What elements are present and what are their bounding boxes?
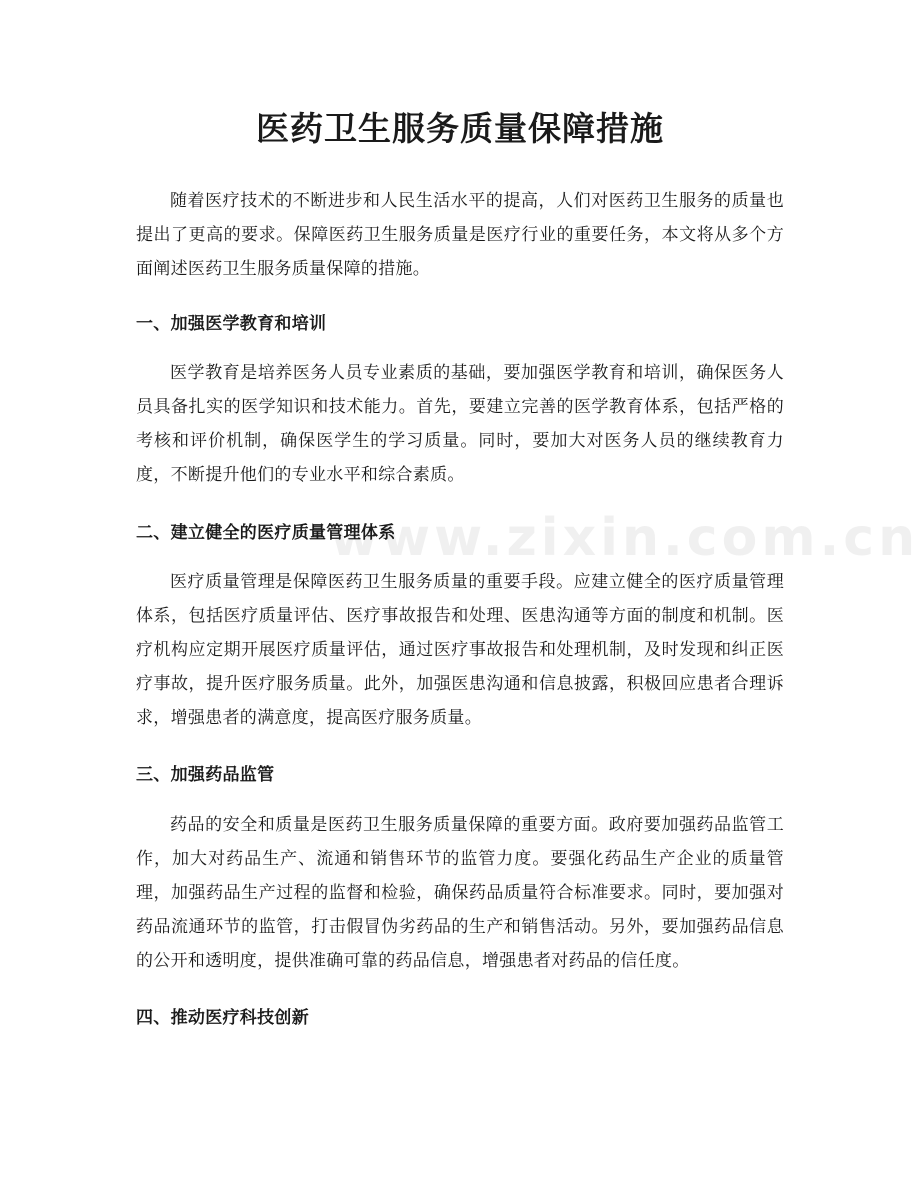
page-title: 医药卫生服务质量保障措施	[256, 109, 664, 148]
section-heading-3: 三、加强药品监管	[136, 765, 275, 785]
section-body-1: 医学教育是培养医务人员专业素质的基础，要加强医学教育和培训，确保医务人员具备扎实的医学知识和技术能力。首先，要建立完善的医学教育体系，包括严格的考核和评价机制，确保医学生的学习质量。同时，要加大对医务人员的继续教育力度，不断提升他们的专业水平和综合素质。	[136, 363, 784, 485]
section-body-3: 药品的安全和质量是医药卫生服务质量保障的重要方面。政府要加强药品监管工作，加大对药品生产、流通和销售环节的监管力度。要强化药品生产企业的质量管理，加强药品生产过程的监督和检验，确保药品质量符合标准要求。同时，要加强对药品流通环节的监管，打击假冒伪劣药品的生产和销售活动。另外，要加强药品信息的公开和透明度，提供准确可靠的药品信息，增强患者对药品的信任度。	[136, 815, 784, 971]
intro-paragraph: 随着医疗技术的不断进步和人民生活水平的提高，人们对医药卫生服务的质量也提出了更高的要求。保障医药卫生服务质量是医疗行业的重要任务，本文将从多个方面阐述医药卫生服务质量保障的措施。	[136, 191, 784, 279]
section-body-2: 医疗质量管理是保障医药卫生服务质量的重要手段。应建立健全的医疗质量管理体系，包括医疗质量评估、医疗事故报告和处理、医患沟通等方面的制度和机制。医疗机构应定期开展医疗质量评估，通过医疗事故报告和处理机制，及时发现和纠正医疗事故，提升医疗服务质量。此外，加强医患沟通和信息披露，积极回应患者合理诉求，增强患者的满意度，提高医疗服务质量。	[136, 572, 784, 728]
section-heading-2: 二、建立健全的医疗质量管理体系	[136, 523, 396, 543]
section-heading-1: 一、加强医学教育和培训	[136, 314, 327, 334]
watermark: www.zixin.com.cn	[330, 508, 920, 568]
section-heading-4: 四、推动医疗科技创新	[136, 1008, 309, 1028]
